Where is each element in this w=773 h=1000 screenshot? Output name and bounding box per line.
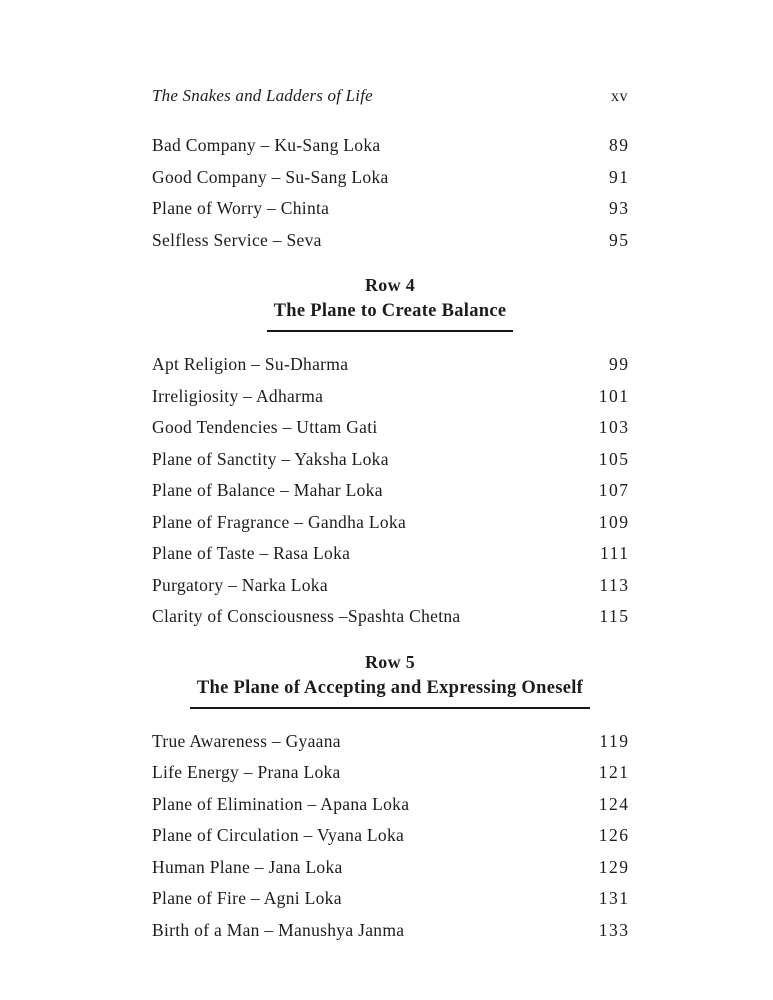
toc-entry — [152, 444, 628, 476]
page-content — [152, 86, 628, 946]
toc-entry-page: 121 — [598, 762, 630, 782]
toc-entry-title: Life Energy – Prana Loka — [152, 762, 341, 782]
toc-entry-title: Selfless Service – Seva — [152, 229, 322, 250]
toc-section — [152, 271, 628, 633]
toc-entry-title: Apt Religion – Su-Dharma — [152, 354, 349, 374]
toc-entry-title: Plane of Balance – Mahar Loka — [152, 480, 383, 500]
toc-entry-title: Human Plane – Jana Loka — [152, 856, 343, 877]
toc-entry — [152, 225, 628, 257]
toc-entry-page: 111 — [600, 543, 630, 563]
toc-entry-title: True Awareness – Gyaana — [152, 730, 341, 751]
toc-entry — [152, 915, 628, 947]
toc-entry-list — [152, 130, 628, 256]
toc-entry-page: 89 — [609, 135, 630, 155]
toc-entry — [152, 601, 628, 633]
toc-entry-list — [152, 349, 628, 633]
toc-entry-title: Good Tendencies – Uttam Gati — [152, 417, 378, 437]
section-heading — [152, 648, 628, 709]
toc-entry-title: Good Company – Su-Sang Loka — [152, 166, 389, 187]
running-header-title: The Snakes and Ladders of Life — [152, 86, 373, 105]
toc-entry-title: Plane of Fragrance – Gandha Loka — [152, 511, 407, 532]
toc-entry — [152, 570, 628, 602]
toc-entry-page: 103 — [598, 417, 630, 437]
toc-entry — [152, 852, 628, 884]
toc-entry-title: Plane of Fire – Agni Loka — [152, 888, 342, 908]
page-number: xv — [611, 88, 628, 105]
toc-entry-page: 95 — [609, 229, 630, 250]
toc-entry-page: 115 — [599, 606, 630, 626]
toc-entry-page: 129 — [598, 856, 630, 877]
toc-entry — [152, 726, 628, 758]
section-row-label: Row 4 — [365, 275, 415, 295]
sections — [152, 130, 628, 946]
toc-entry — [152, 757, 628, 789]
toc-entry-page: 113 — [599, 574, 630, 595]
section-heading — [152, 271, 628, 332]
toc-entry-title: Irreligiosity – Adharma — [152, 385, 324, 406]
section-row-label: Row 5 — [365, 651, 415, 672]
toc-entry-page: 124 — [598, 793, 630, 814]
toc-entry — [152, 381, 628, 413]
section-title: The Plane of Accepting and Expressing Oneself — [190, 676, 590, 709]
toc-entry — [152, 349, 628, 381]
toc-section — [152, 130, 628, 256]
toc-entry-title: Clarity of Consciousness –Spashta Chetna — [152, 606, 461, 626]
toc-entry-page: 119 — [599, 730, 630, 751]
toc-entry-page: 93 — [609, 198, 630, 218]
toc-entry — [152, 789, 628, 821]
toc-entry-page: 131 — [598, 888, 630, 908]
toc-entry — [152, 507, 628, 539]
toc-entry — [152, 412, 628, 444]
toc-entry-title: Birth of a Man – Manushya Janma — [152, 919, 405, 940]
toc-entry-page: 101 — [598, 385, 630, 406]
section-title: The Plane to Create Balance — [267, 299, 514, 332]
toc-entry — [152, 820, 628, 852]
toc-entry — [152, 130, 628, 162]
toc-section — [152, 648, 628, 947]
toc-entry-title: Plane of Circulation – Vyana Loka — [152, 825, 405, 845]
toc-entry-page: 105 — [598, 448, 630, 469]
toc-entry-page: 126 — [598, 825, 630, 845]
toc-entry — [152, 538, 628, 570]
toc-entry-title: Plane of Worry – Chinta — [152, 198, 330, 218]
toc-entry-title: Purgatory – Narka Loka — [152, 574, 328, 595]
toc-entry-title: Plane of Elimination – Apana Loka — [152, 793, 410, 814]
toc-entry — [152, 475, 628, 507]
toc-entry-title: Plane of Sanctity – Yaksha Loka — [152, 448, 389, 469]
toc-entry-page: 91 — [609, 166, 630, 187]
toc-entry — [152, 883, 628, 915]
toc-entry-title: Bad Company – Ku-Sang Loka — [152, 135, 381, 155]
toc-entry-title: Plane of Taste – Rasa Loka — [152, 543, 351, 563]
toc-entry-page: 99 — [609, 354, 630, 374]
toc-entry-page: 133 — [598, 919, 630, 940]
toc-entry — [152, 162, 628, 194]
running-header — [152, 86, 628, 107]
toc-entry-page: 109 — [598, 511, 630, 532]
toc-entry-page: 107 — [598, 480, 630, 500]
toc-entry-list — [152, 726, 628, 947]
toc-entry — [152, 193, 628, 225]
